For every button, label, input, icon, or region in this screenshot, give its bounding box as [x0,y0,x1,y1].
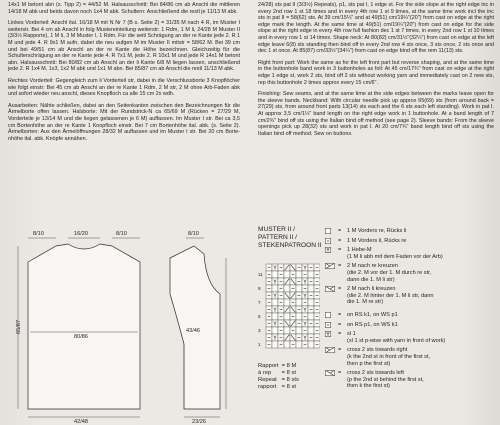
chart-cell [308,341,314,348]
chart-cell [272,341,278,348]
chart-cell [272,306,278,313]
legend-item [325,247,497,260]
chart-row-number: 11 [258,272,263,277]
chart-cell [314,264,320,271]
chart-cell [308,320,314,327]
chart-cell [284,313,290,320]
chart-cell [266,299,272,306]
chart-cell [296,264,302,271]
chart-cell [302,278,308,285]
chart-row-number: 7 [258,300,261,305]
chart-cell [290,327,296,334]
chart-cell [266,264,272,271]
legend-item [325,312,497,319]
legend-symbol-icon [325,331,335,338]
chart-cell [314,334,320,341]
chart-cell [296,306,302,313]
chart-cell [266,334,272,341]
chart-cell [290,278,296,285]
legend-equals: = [338,247,342,254]
chart-cell [278,299,284,306]
chart-cell [290,299,296,306]
garment-schematic [8,224,250,424]
chart-cell [272,299,278,306]
chart-cell [314,299,320,306]
chart-cell [278,285,284,292]
rapport-label: Rapport [258,363,279,369]
column-left [8,2,240,147]
legend-equals: = [338,311,342,318]
chart-cell [278,264,284,271]
chart-cell [284,327,290,334]
legend-symbol-icon [325,238,335,245]
legend-item [325,228,497,235]
chart-cell [296,278,302,285]
legend-equals: = [338,237,342,244]
legend-item [325,370,497,390]
chart-cell [314,292,320,299]
chart-cell [278,327,284,334]
chart-cell [296,299,302,306]
chart-cell [290,320,296,327]
legend-equals: = [338,228,342,234]
legend-equals: = [338,321,342,328]
chart-cell [308,306,314,313]
legend-item [325,286,497,306]
rapport-label: Repeat [258,377,277,383]
legend-symbol-icon [325,228,335,235]
chart-cell [296,285,302,292]
chart-cell [302,341,308,348]
chart-cell [308,334,314,341]
dim-back-bottom: 42/48 [74,419,88,424]
chart-cell [308,327,314,334]
chart-cell [296,341,302,348]
chart-cell [296,320,302,327]
chart-cell [278,278,284,285]
chart-cell [266,285,272,292]
chart-cell [302,313,308,320]
legend-symbol-icon [325,247,335,254]
rapport-value: = 8 M [281,363,297,369]
chart-cell [266,306,272,313]
chart-cell [296,313,302,320]
chart-cell [284,271,290,278]
legend-equals: = [338,347,342,354]
chart-cell [278,334,284,341]
chart-cell [278,313,284,320]
legend-text: sl 1 (sl 1 st p-wise with yarn in front of work) [347,331,446,344]
chart-row-number: 1 [258,342,261,347]
chart-row-number: 9 [258,286,261,291]
paragraph-back-neck: 14x1 M betont abn (s. Tipp 2) = 44/52 M. Halsausschnitt: Bei 84/86 cm ab Anschl die mittleren 14/18 M abk und beids davon noch 1x4 M abk. Schultern: Anschließend die restl je 11/13 M abk. [8,2,240,15]
paragraph-finishing-en: Finishing: Sew seams, and at the same time at the side edges between the marks leave open for the sleeve bands. Neckband: With circular needle pick up approx 65(69) sts (from around back = 27(29) sts, from around front parts 13(14) sts each and the 6 sts each left standing). Work in pat I. At approx 3,5 cm/1¼" band length on the right edge work in 1 buttonhole. At a band length of 7 cm/2¾" bind off sts using the Italian bind off method (see page 2). Sleeve bands: From the sleeve openings pick up 28(32) sts and work in pat I. At 20 cm/7¾" band length bind off sts using the Italian bind off method. Sew on buttons. [258,91,494,137]
chart-cell [290,271,296,278]
dim-front-top: 8/10 [188,231,199,237]
dim-top-right: 8/10 [116,231,127,237]
chart-cell [272,313,278,320]
chart-cell [290,264,296,271]
chart-cell [284,285,290,292]
chart-cell [314,271,320,278]
chart-cell [308,271,314,278]
chart-cell [302,306,308,313]
chart-cell [296,334,302,341]
chart-cell [302,271,308,278]
chart-cell [266,327,272,334]
legend-text: 1 M Vorders re, Rücks li [347,228,407,234]
chart-cell [308,285,314,292]
legend-text: cross 2 sts towards right (k the 2nd st in front of the first st, then p the first st) [347,347,431,367]
legend-text: 2 M nach li kreuzen (die 2. M hinter der 1. M li str, dann die 1. M re str) [347,286,434,306]
rapport-value: = 8 st [281,384,296,390]
dim-height: 65/87 [16,320,22,334]
chart-cell [296,292,302,299]
legend-text: on RS p1, on WS k1 [347,321,398,328]
column-right [258,2,494,142]
chart-cell [308,264,314,271]
rapport-label: à rep [258,370,272,376]
chart-cell [284,299,290,306]
chart-cell [278,341,284,348]
legend-text: 2 M nach re kreuzen (die 2. M vor der 1. M durch re str, dann die 1. M li str) [347,263,432,283]
chart-cell [302,334,308,341]
chart-cell [308,313,314,320]
chart-legend [325,228,497,393]
chart-title: MUSTER II / PATTERN II / STEKENPATROON II [258,226,322,249]
chart-cell [278,306,284,313]
chart-cell [284,320,290,327]
chart-cell [302,299,308,306]
chart-cell [308,278,314,285]
chart-cell [266,271,272,278]
chart-cell [278,292,284,299]
chart-cell [290,341,296,348]
chart-cell [302,264,308,271]
legend-item [325,347,497,367]
dim-front-side: 43/46 [186,328,200,334]
dim-front-bottom: 23/26 [192,419,206,424]
chart-cell [284,278,290,285]
chart-cell [290,313,296,320]
chart-cell [308,292,314,299]
chart-cell [314,306,320,313]
chart-cell [272,327,278,334]
chart-cell [278,271,284,278]
chart-cell [314,341,320,348]
chart-cell [284,334,290,341]
chart-cell [284,264,290,271]
chart-cell [290,306,296,313]
legend-symbol-icon [325,347,335,354]
legend-symbol-icon [325,312,335,319]
dim-top-mid: 16/20 [74,231,88,237]
legend-equals: = [338,286,342,293]
rapport-label: rapport [258,384,277,390]
chart-cell [272,285,278,292]
legend-symbol-icon [325,263,335,270]
legend-symbol-icon [325,370,335,377]
legend-item [325,263,497,283]
paragraph-left-front-en: 24/28) sts pat II (3/3½) Repeats), p1, sts pat I, 1 edge st. For the side slope at the right edge inc in every 2nd row 1 st 18 times and in every 4th row 1 st 9 times, at the same time work incl the inc sts in pat II = 58(62) sts. At 39 cm/15¼" and at 49(51) cm/19¼"(20") from cast on edge at the right edge mark the length. At the same time at 49(51) cm/19¼"(20") from cast on edge for the side slope at the right edge in every 4th row full fashion dec 1 st 7 times, in every 2nd row 1 st 10 times and in every row 1 st 14 times. Shape neck: At 80(82) cm/31½"(32¼") from cast on edge at the left edge leave 6(8) sts standing then bind off in every 2nd row 4 sts once, 3 sts once, 2 sts once and dec 1 st once. At 85(87) cm/33½"(34¼") from cast on edge bind off the rem 11(13) sts. [258,2,494,55]
chart-cell [314,320,320,327]
legend-text: cross 2 sts towards left (p the 2nd st behind the first st, then k the first st) [347,370,424,390]
paragraph-right-front: Rechtes Vorderteil: Gegengleich zum li Vorderteil str, dabei in die Verschlussborte 3 Knopflöcher wie folgt einstr: Bei 45 cm ab Anschl an der re Kante 1 Rdm, 2 M str, 2 M ohne Arb-Faden abk und sofort wieder neu anschl, dieses Knopfloch ca alle 15 cm 2x wdh. [8,77,240,98]
chart-cell [314,313,320,320]
chart-cell [272,271,278,278]
chart-row-number: 3 [258,328,261,333]
paragraph-left-front: Linkes Vorderteil: Anschl ital. 16/18 M mit N Nr 7 (B s. Seite 2) = 31/35 M nach 4 R, im Muster I weiterstr. Bei 4 cm ab Anschl in folg Mustereinteilung weiterstr: 1 Rdm, 1 M li, 24/28 M Muster II (3/3½ Rapporte), 1 M li, 3 M Muster I, 1 Rdm. Für die seitl Schrägung an der re Kante jede 2. R 1 M und jede 4. R 9x1 M aufn, dabei die neu aufgen M im Muster II mitstr = 58/62 M. Bei 39 cm und bei 49/51 cm ab Anschl an der re Kante die Höhe bezeichnen. Gleichzeitig für die Schulterschrägung an der re Kante jede 4. R 7x1 M, jede 2. R 10x1 M und jede R 14x1 M betont abn. Halsausschnitt: Bei 80/82 cm ab Anschl an der li Kante 6/8 M liegen lassen, anschließend jede 2. R 1x4 M, 1x3, 1x2 M abk und 1x1 M abn. Bei 85/87 cm ab Anschl die restl 11/13 M abk. [8,20,240,73]
chart-cell [278,320,284,327]
paragraph-finishing-de: Ausarbeiten: Nähte schließen, dabei an den Seitenkanten zwischen den Bezeichnungen für die Ärmelborte offen lassen. Halsborte: Mit der Rundstrick-N ca 65/69 M (Rücken = 27/29 M, Vorderteile je 13/14 M und die liegen gelassenen je 6 M) auffassen. Im Muster I str. Bei ca 3,5 cm Bortenhöhe an der re Kante 1 Knopfloch einstr. Bei 7 cm Bortenhöhe ital. abk. (s. Seite 2). Ärmelborten: Aus den Ärmelöffnungen 28/32 M auffassen und im Muster I str. Bei 20 cm Bortenhöhe ital. abk. Knöpfe annähen. [8,102,240,142]
chart-cell [266,292,272,299]
legend-symbol-icon [325,322,335,329]
chart-cell [266,278,272,285]
chart-cell [290,334,296,341]
paragraph-right-front-en: Right front part: Work the same as for the left front part but reverse shaping, and at the same time in the buttonhole band work in 3 buttonholes as foll: At 45 cm/17¾" from cast on edge at the right edge 1 edge st, work 2 sts, bind off 2 sts without working yarn and immediately cast on 2 new sts, rep this buttonhole 2 times approx every 15 cm/6". [258,59,494,86]
rapport-value: = 8 st [281,370,296,376]
chart-cell [284,341,290,348]
chart-cell [272,292,278,299]
legend-equals: = [338,370,342,377]
chart-cell [272,334,278,341]
legend-item [325,331,497,344]
chart-cell [284,292,290,299]
chart-cell [302,320,308,327]
chart-cell [266,320,272,327]
chart-cell [290,292,296,299]
legend-equals: = [338,331,342,338]
chart-cell [302,292,308,299]
chart-cell [284,306,290,313]
dim-top-left: 8/10 [33,231,44,237]
chart-cell [296,271,302,278]
chart-cell [266,313,272,320]
legend-text: 1 M Vorders li, Rücks re [347,237,407,244]
rapport-info [258,363,302,391]
chart-cell [302,327,308,334]
legend-symbol-icon [325,286,335,293]
legend-item [325,322,497,329]
chart-cell [296,327,302,334]
legend-item [325,238,497,245]
legend-text: 1 Hebe-M (1 M li abh mit dem Faden vor der Arb) [347,247,443,260]
chart-cell [314,327,320,334]
rapport-value: = 8 sts [281,377,299,383]
pattern-chart [258,262,320,358]
chart-cell [272,320,278,327]
legend-equals: = [338,263,342,270]
legend-text: on RS k1, on WS p1 [347,311,398,318]
chart-cell [314,278,320,285]
chart-cell [272,264,278,271]
chart-row-number: 5 [258,314,261,319]
chart-cell [302,285,308,292]
chart-cell [308,299,314,306]
chart-cell [272,278,278,285]
chart-cell [314,285,320,292]
chart-cell [290,285,296,292]
dim-chest: 80/86 [74,334,88,340]
chart-cell [266,341,272,348]
